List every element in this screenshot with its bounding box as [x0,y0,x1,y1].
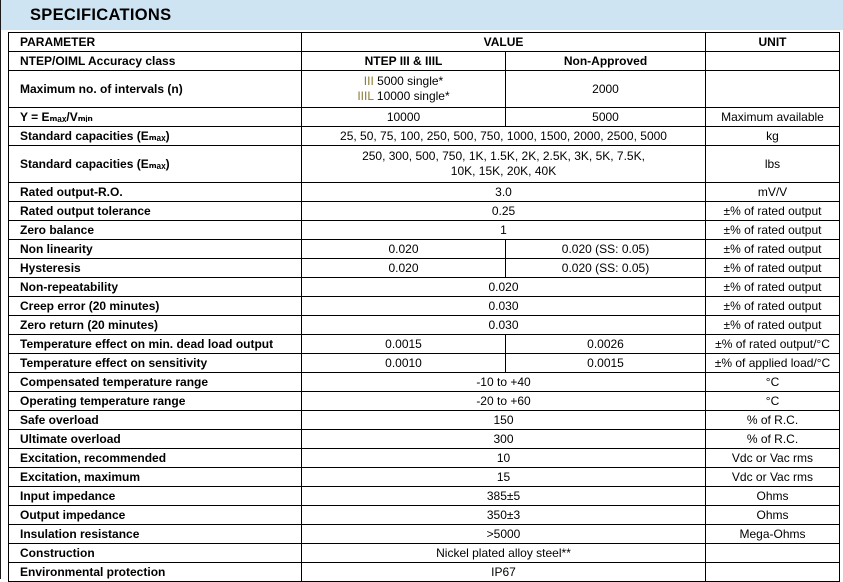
value-cell: 300 [302,430,706,449]
unit-cell [706,52,840,71]
unit-cell [706,544,840,563]
unit-cell: Ohms [706,506,840,525]
table-row [9,221,840,240]
unit-cell: °C [706,392,840,411]
unit-cell: ±% of rated output [706,278,840,297]
param-cell: Input impedance [9,487,302,506]
value-cell: 1 [302,221,706,240]
unit-cell: Ohms [706,487,840,506]
param-cell: Non linearity [9,240,302,259]
value-cell: 10000 [302,108,506,127]
accuracy-class-symbol: III [363,74,374,88]
table-row [9,506,840,525]
unit-cell: Maximum available [706,108,840,127]
unit-cell [706,71,840,108]
param-cell: Operating temperature range [9,392,302,411]
table-row [9,202,840,221]
unit-cell: % of R.C. [706,411,840,430]
table-row [9,127,840,146]
table-row [9,335,840,354]
intervals-value-text: 5000 single* [373,74,444,88]
page-title: SPECIFICATIONS [30,5,172,24]
table-row [9,259,840,278]
param-cell: Rated output-R.O. [9,183,302,202]
value-cell: 0.030 [302,297,706,316]
param-cell: Temperature effect on sensitivity [9,354,302,373]
column-header-unit: UNIT [706,33,840,52]
unit-cell: Vdc or Vac rms [706,468,840,487]
table-row [9,297,840,316]
unit-cell: % of R.C. [706,430,840,449]
param-cell: Excitation, maximum [9,468,302,487]
value-cell: 0.0015 [302,335,506,354]
value-cell: 3.0 [302,183,706,202]
value-cell: 250, 300, 500, 750, 1K, 1.5K, 2K, 2.5K, 3K, 5K, 7.5K, 10K, 15K, 20K, 40K [302,146,706,183]
value-cell: Non-Approved [506,52,706,71]
unit-cell: ±% of rated output [706,202,840,221]
table-row [9,373,840,392]
value-cell: Nickel plated alloy steel** [302,544,706,563]
unit-cell: ±% of rated output [706,297,840,316]
param-cell: Standard capacities (Eₘₐₓ) [9,146,302,183]
value-cell: NTEP III & IIIL [302,52,506,71]
unit-cell: ±% of applied load/°C [706,354,840,373]
value-cell: 0.020 [302,240,506,259]
value-cell: 2000 [506,71,706,108]
value-cell: -10 to +40 [302,373,706,392]
column-header-parameter: PARAMETER [9,33,302,52]
intervals-value-text: 10000 single* [373,89,450,103]
param-cell: Creep error (20 minutes) [9,297,302,316]
param-cell: Maximum no. of intervals (n) [9,71,302,108]
table-row [9,430,840,449]
table-row [9,183,840,202]
param-cell: Standard capacities (Eₘₐₓ) [9,127,302,146]
value-cell: 0.020 (SS: 0.05) [506,259,706,278]
param-cell: Compensated temperature range [9,373,302,392]
table-row [9,52,840,71]
unit-cell: ±% of rated output [706,316,840,335]
param-cell: Environmental protection [9,563,302,582]
table-row [9,544,840,563]
unit-cell: Vdc or Vac rms [706,449,840,468]
param-cell: NTEP/OIML Accuracy class [9,52,302,71]
unit-cell: ±% of rated output [706,221,840,240]
specifications-table [8,32,840,582]
table-row [9,525,840,544]
value-cell: IP67 [302,563,706,582]
unit-cell: kg [706,127,840,146]
param-cell: Hysteresis [9,259,302,278]
accuracy-class-symbol: IIIL [357,89,374,103]
value-cell [302,71,506,108]
param-cell: Rated output tolerance [9,202,302,221]
column-header-value: VALUE [302,33,706,52]
table-row [9,468,840,487]
value-cell: 0.020 (SS: 0.05) [506,240,706,259]
table-row [9,449,840,468]
value-cell: 350±3 [302,506,706,525]
table-row [9,278,840,297]
param-cell: Safe overload [9,411,302,430]
value-cell: 25, 50, 75, 100, 250, 500, 750, 1000, 1500, 2000, 2500, 5000 [302,127,706,146]
table-row [9,487,840,506]
param-cell: Output impedance [9,506,302,525]
value-cell: 0.0015 [506,354,706,373]
unit-cell: ±% of rated output/°C [706,335,840,354]
param-cell: Construction [9,544,302,563]
table-header-row [9,33,840,52]
value-cell: 0.020 [302,259,506,278]
param-cell: Insulation resistance [9,525,302,544]
table-row [9,392,840,411]
value-cell: 0.020 [302,278,706,297]
unit-cell: ±% of rated output [706,259,840,278]
value-cell: 0.25 [302,202,706,221]
param-cell: Excitation, recommended [9,449,302,468]
value-cell: 0.0010 [302,354,506,373]
table-row [9,71,840,108]
unit-cell: lbs [706,146,840,183]
value-cell: 0.0026 [506,335,706,354]
value-cell: -20 to +60 [302,392,706,411]
table-row [9,354,840,373]
param-cell: Y = Eₘₐₓ/Vₘᵢₙ [9,108,302,127]
table-row [9,240,840,259]
value-cell: 10 [302,449,706,468]
section-banner [1,0,843,30]
unit-cell: °C [706,373,840,392]
value-cell: 150 [302,411,706,430]
param-cell: Zero return (20 minutes) [9,316,302,335]
param-cell: Non-repeatability [9,278,302,297]
table-row [9,146,840,183]
unit-cell: ±% of rated output [706,240,840,259]
table-row [9,411,840,430]
value-cell: 5000 [506,108,706,127]
unit-cell: Mega-Ohms [706,525,840,544]
table-body [9,52,840,582]
value-cell: >5000 [302,525,706,544]
table-row [9,108,840,127]
param-cell: Temperature effect on min. dead load output [9,335,302,354]
value-cell: 0.030 [302,316,706,335]
value-cell: 15 [302,468,706,487]
param-cell: Zero balance [9,221,302,240]
table-row [9,316,840,335]
param-cell: Ultimate overload [9,430,302,449]
unit-cell: mV/V [706,183,840,202]
value-cell: 385±5 [302,487,706,506]
